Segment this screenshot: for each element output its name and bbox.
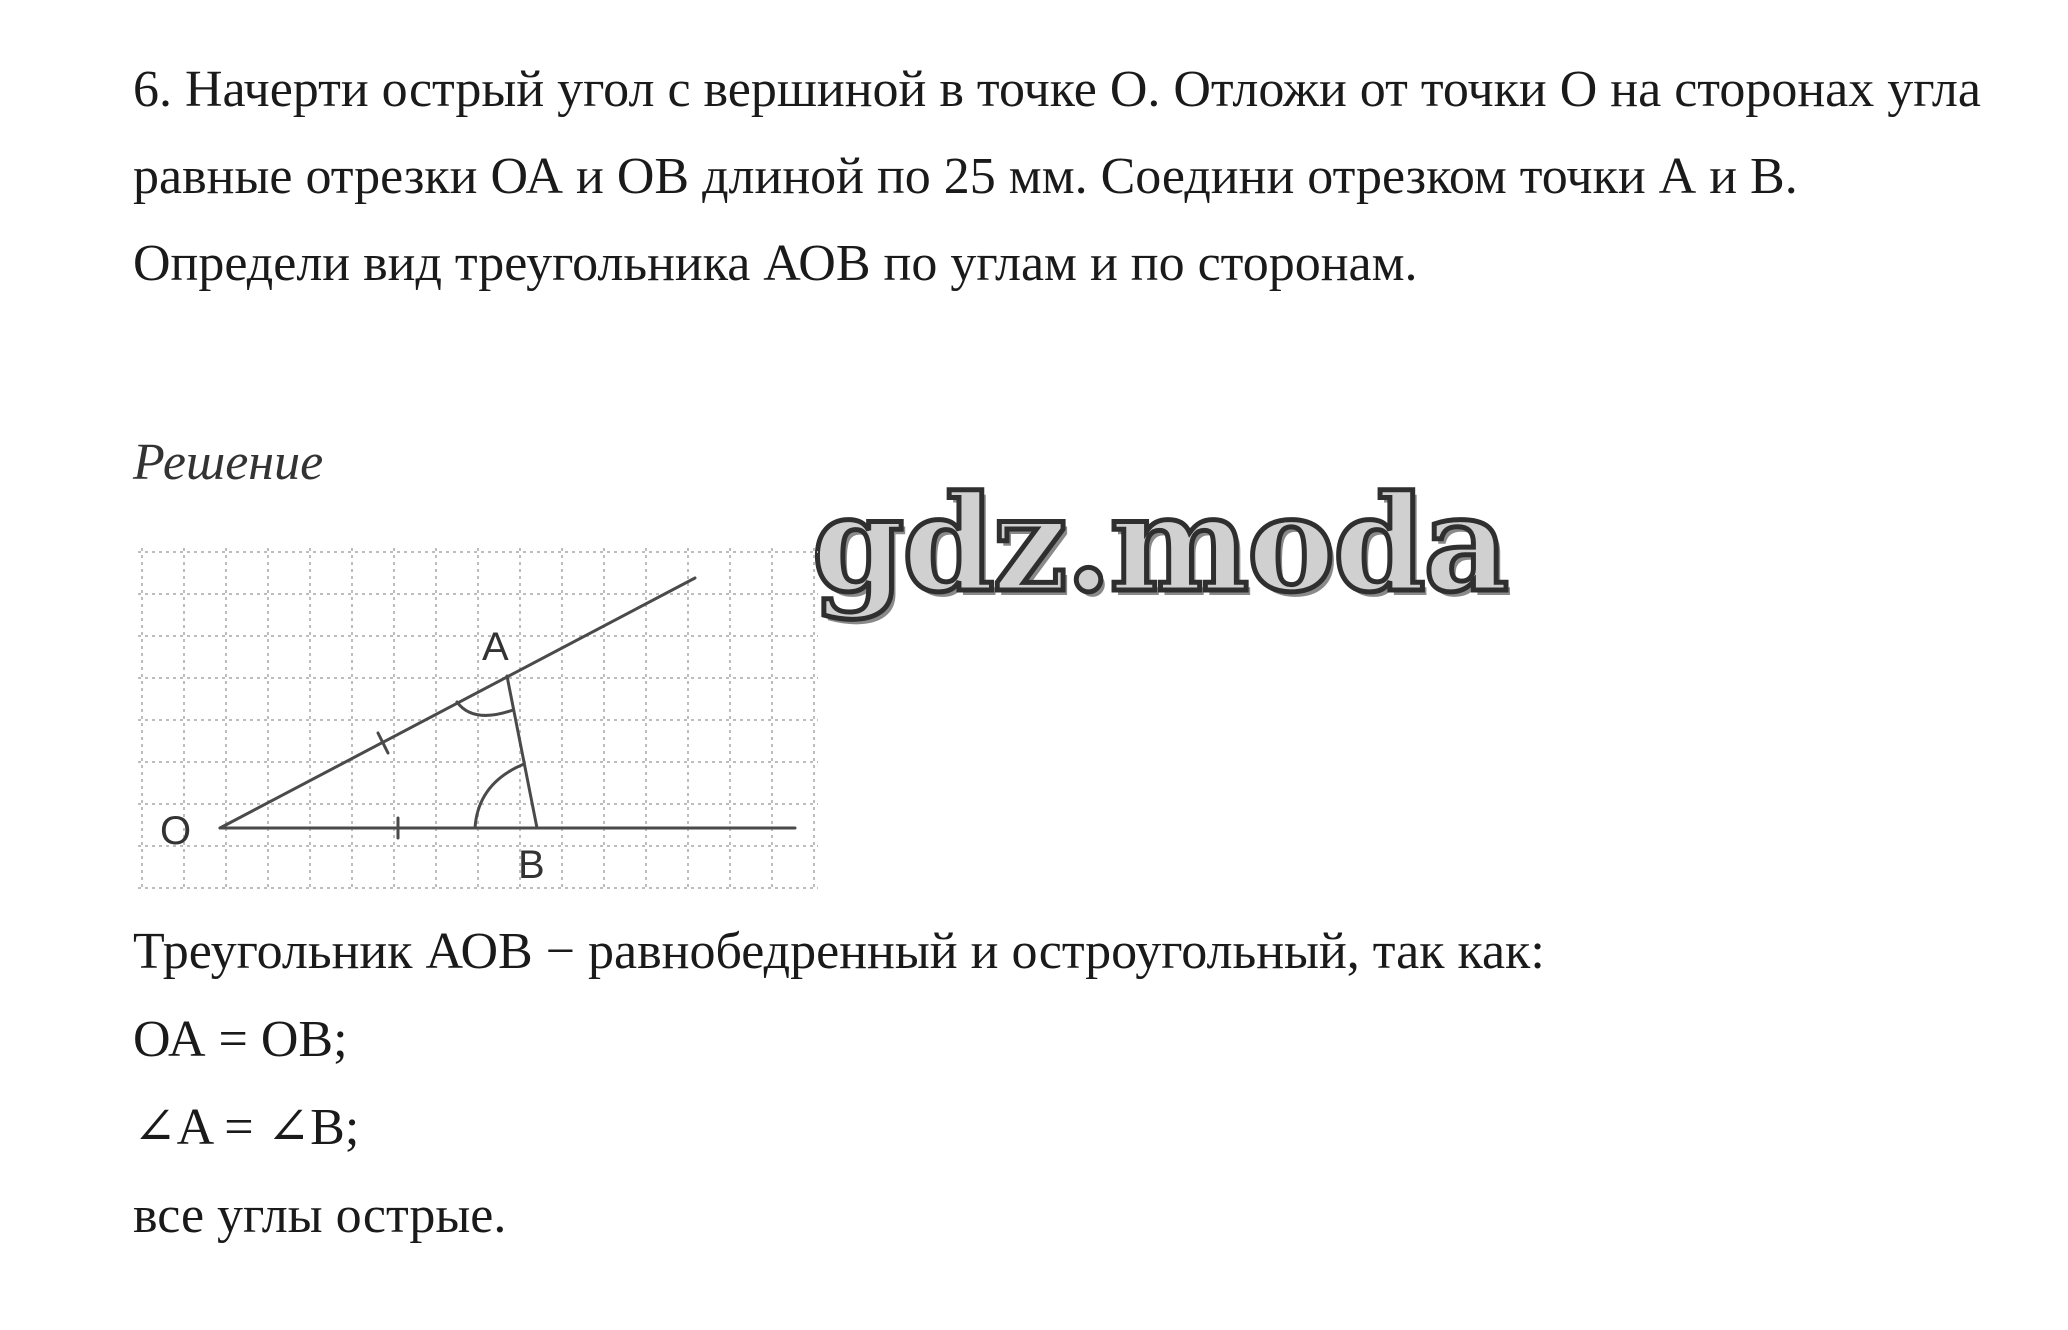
watermark-logo: gdz.moda <box>812 467 1508 622</box>
answer-sides-equal: ОА = ОВ; <box>133 1011 348 1068</box>
triangle-diagram <box>130 538 820 900</box>
segment-ab <box>507 676 537 828</box>
answer-all-acute: все углы острые. <box>133 1187 507 1244</box>
angle-arc-b <box>475 764 524 828</box>
angle-arc-a <box>457 702 513 715</box>
point-label-a: A <box>482 625 509 669</box>
solution-heading: Решение <box>133 434 324 491</box>
problem-statement: 6. Начерти острый угол с вершиной в точке О. Отложи от точки О на сторонах угла равные отрезки ОА и ОВ длиной по 25 мм. Соедини отрезком точки А и В. Определи вид треугольника АОВ по углам и по сторонам. <box>133 61 1981 292</box>
grid <box>138 548 818 890</box>
answer-block <box>133 908 1545 1260</box>
point-label-o: O <box>160 809 192 853</box>
point-label-b: B <box>518 843 545 887</box>
answer-angles-equal: ∠A = ∠B; <box>133 1099 360 1156</box>
answer-conclusion: Треугольник АОВ − равнобедренный и остроугольный, так как: <box>133 923 1545 980</box>
